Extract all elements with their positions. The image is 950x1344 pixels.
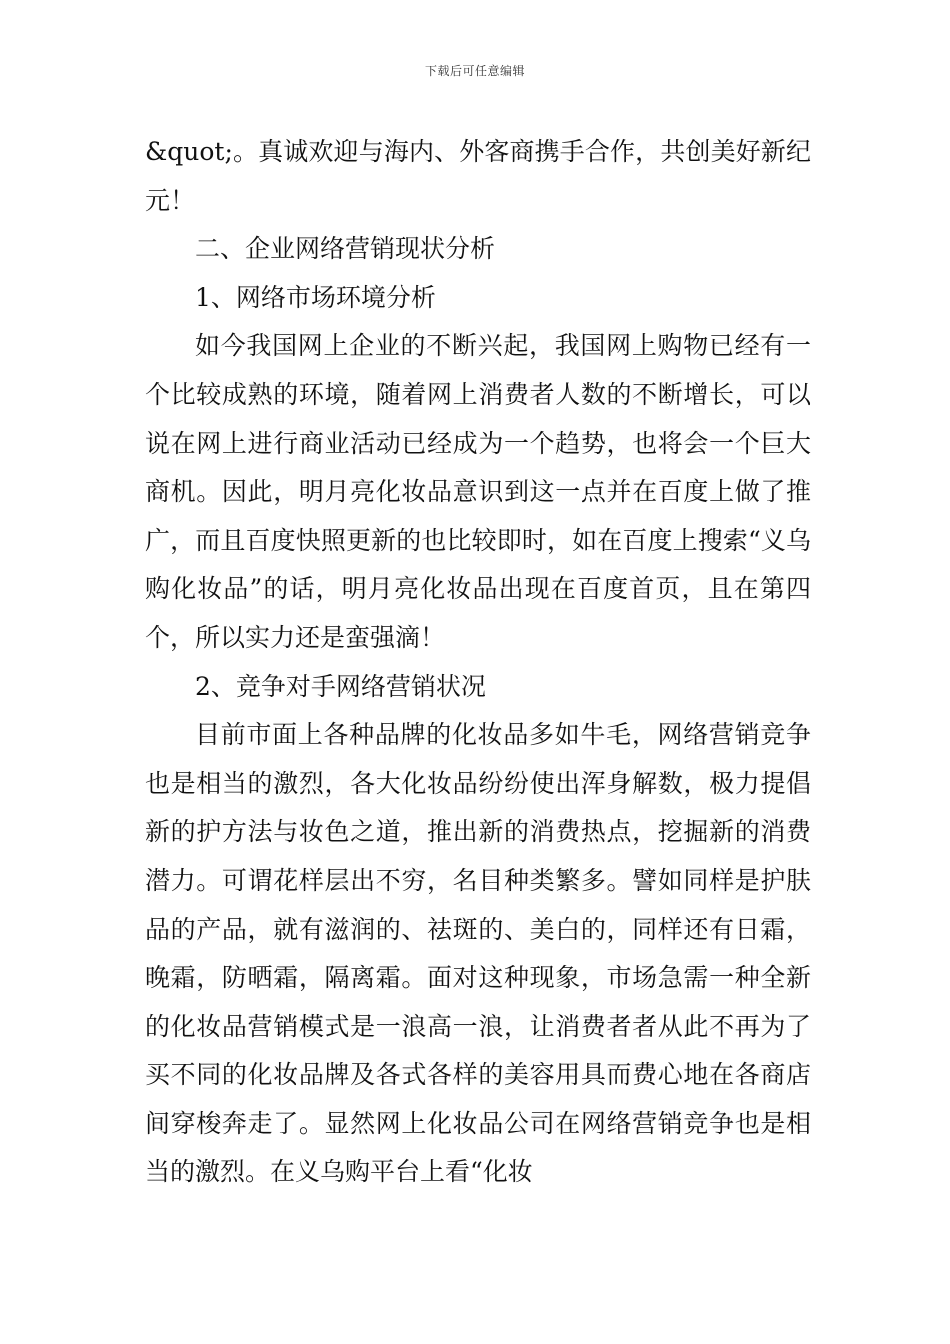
document-body xyxy=(145,128,811,1197)
page-header-note: 下载后可任意编辑 xyxy=(424,64,525,78)
paragraph-competitor-status: 目前市面上各种品牌的化妆品多如牛毛，网络营销竞争也是相当的激烈，各大化妆品纷纷使出浑身解数，极力提倡新的护方法与妆色之道，推出新的消费热点，挖掘新的消费潜力。可谓花样层出不穷，名目种类繁多。譬如同样是护肤品的产品，就有滋润的、祛斑的、美白的，同样还有日霜，晚霜，防晒霜，隔离霜。面对这种现象，市场急需一种全新的化妆品营销模式是一浪高一浪，让消费者者从此不再为了买不同的化妆品牌及各式各样的美容用具而费心地在各商店间穿梭奔走了。显然网上化妆品公司在网络营销竞争也是相当的激烈。在义乌购平台上看“化妆 xyxy=(145,720,811,1187)
subsection-heading-1: 1、网络市场环境分析 xyxy=(195,282,436,312)
subsection-heading-2: 2、竞争对手网络营销状况 xyxy=(195,671,486,701)
section-heading: 二、企业网络营销现状分析 xyxy=(195,234,496,264)
paragraph-continuation: &quot;。真诚欢迎与海内、外客商携手合作，共创美好新纪元！ xyxy=(145,137,811,215)
paragraph-market-environment: 如今我国网上企业的不断兴起，我国网上购物已经有一个比较成熟的环境，随着网上消费者人数的不断增长，可以说在网上进行商业活动已经成为一个趋势，也将会一个巨大商机。因此，明月亮化妆品意识到这一点并在百度上做了推广，而且百度快照更新的也比较即时，如在百度上搜索“义乌购化妆品”的话，明月亮化妆品出现在百度首页，且在第四个，所以实力还是蛮强滴！ xyxy=(145,331,811,652)
